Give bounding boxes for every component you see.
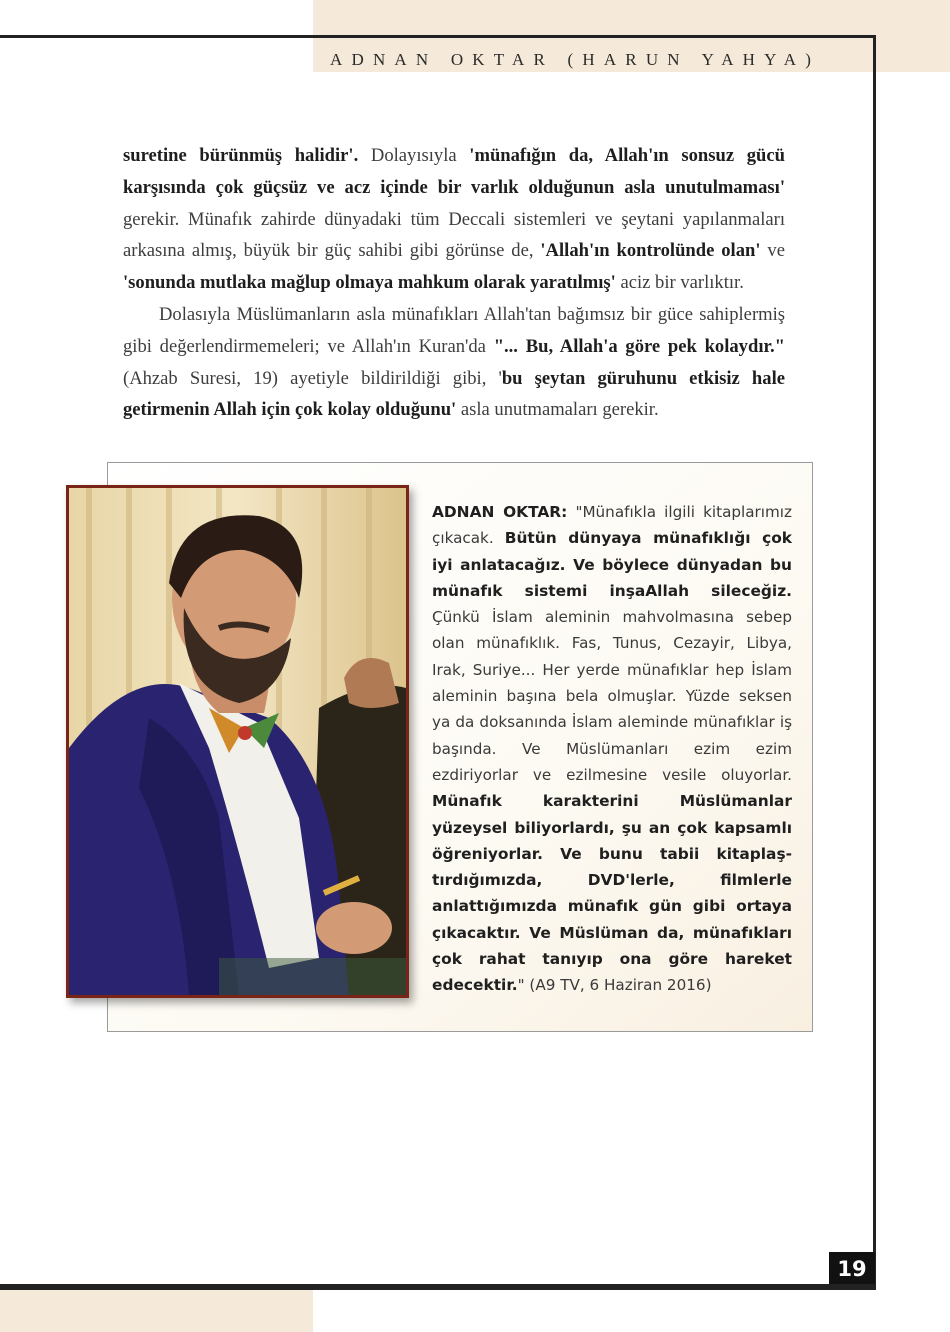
text-run: Dolasıyla Müslümanların asla münafıkları Allah'tan bağımsız bir güce sahiplermiş gibi değerlendirmemeleri; ve Allah'ın Kuran'da [123,303,785,357]
page-number: 19 [829,1252,875,1286]
bold-run: 'sonunda mutlaka mağlup olmaya mahkum olarak yaratılmış' [123,272,616,294]
bold-run: suretine bürünmüş halidir'. [123,145,359,166]
bold-run: 'münafığın da, Allah'ın sonsuz gücü karşısında çok güçsüz ve acz içinde bir varlık olduğunun asla unutulmaması' [123,145,785,198]
author-photo [66,485,409,998]
bold-run: 'Allah'ın kontrolünde olan' [540,240,761,262]
bold-run: ADNAN OKTAR: [432,503,568,521]
text-run: ve [760,240,785,262]
text-run: (Ahzab Suresi, 19) ayetiyle bildirildiği gibi, ' [123,367,502,389]
main-text [123,140,785,426]
portrait-illustration [69,488,406,995]
paragraph-1 [123,140,785,299]
bold-run: "... Bu, Allah'a göre pek kolaydır." [493,335,786,357]
bold-run: Münafık karakterini Müslümanlar yüzeysel biliyorlardı, şu an çok kapsamlı öğreniyorlar. Ve bunu tabii kitaplaştırdığımızda, DVD'lerle, filmlerle anlattığımızda münafık gün gibi ortaya çıkacaktır. Ve Müslüman da, münafıkları çok rahat tanıyıp ona göre hareket edecektir. [432,792,792,995]
bold-run: bu şeytan güruhunu etkisiz hale getirmenin Allah için çok kolay olduğunu' [123,367,785,421]
text-run: asla unutmamaları gerekir. [456,399,659,421]
header-rule [0,35,876,38]
text-run: aciz bir varlıktır. [615,272,744,294]
text-run: Dolayısıyla [358,145,470,166]
running-head: ADNAN OKTAR (HARUN YAHYA) [330,50,821,69]
text-run: "Münafıkla ilgili kitaplarımız çıkacak. [432,503,792,548]
footer-band [0,1290,313,1332]
quote-text [432,499,792,999]
paragraph-2 [123,299,785,426]
bold-run: Bütün dünyaya münafıklığı çok iyi anlatacağız. Ve böylece dünyadan bu münafık sistemi inşaAllah sileceğiz. [432,529,792,600]
text-run: gerekir. Münafık zahirde dünyadaki tüm Deccali sistemleri ve şeytani yapılanmaları arkasına almış, büyük bir güç sahibi gibi görünse de, [123,208,785,262]
text-run: " (A9 TV, 6 Haziran 2016) [517,976,712,995]
text-run: Çünkü İslam aleminin mahvolmasına sebep olan münafıklık. Fas, Tunus, Cezayir, Libya, Irak, Suriye... Her yerde münafıklar hep İslam aleminin başına bela olmuşlar. Yüzde seksen ya da doksanında İslam aleminde münafıklar iş başında. Ve Müslümanları ezim ezim ezdiriyorlar ve ezilmesine vesile oluyorlar. [432,608,792,784]
right-margin-rule [873,35,876,1287]
